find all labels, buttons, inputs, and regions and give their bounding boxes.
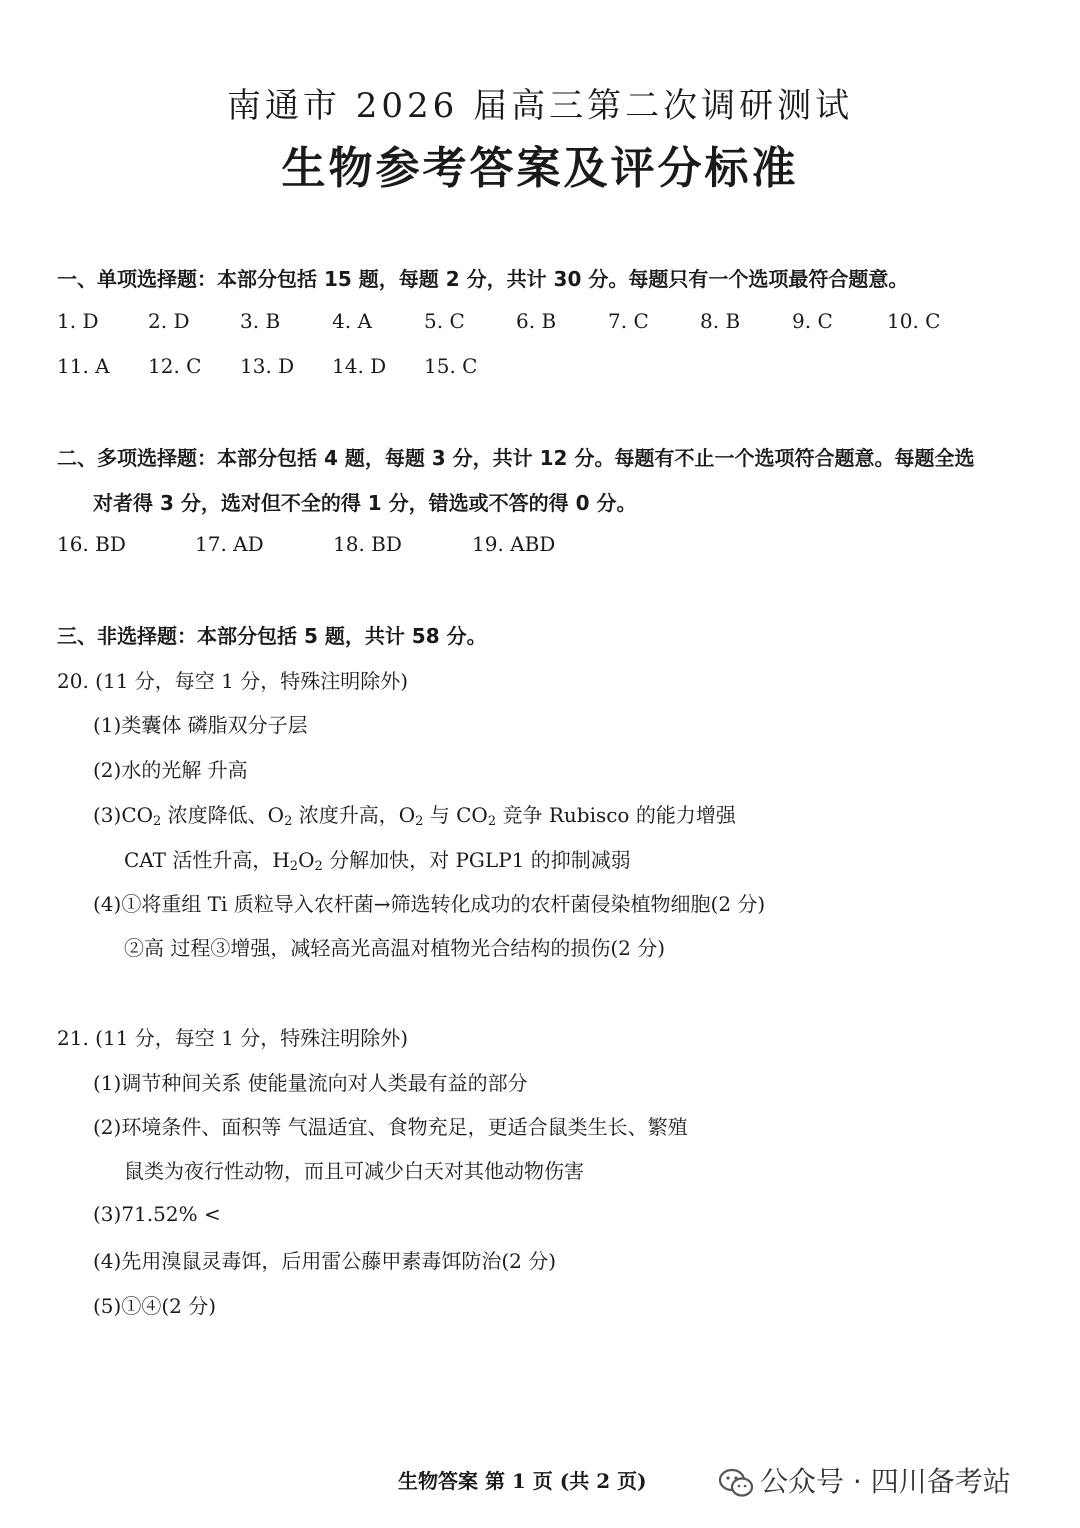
section2-heading-line1: 二、多项选择题：本部分包括 4 题，每题 3 分，共计 12 分。每题有不止一个选项符合题意。每题全选: [57, 446, 975, 470]
answer-item: 18. BD: [333, 532, 402, 556]
q21-answer-1: (1)调节种间关系 使能量流向对人类最有益的部分: [93, 1071, 528, 1095]
wechat-icon: [718, 1468, 754, 1498]
section3-heading: 三、非选择题：本部分包括 5 题，共计 58 分。: [57, 624, 487, 648]
answer-item: 4. A: [332, 309, 372, 333]
exam-title: 南通市 2026 届高三第二次调研测试: [226, 86, 854, 126]
answer-item: 3. B: [240, 309, 281, 333]
answer-item: 12. C: [148, 354, 202, 378]
answer-item: 15. C: [424, 354, 478, 378]
q21-heading: 21. (11 分，每空 1 分，特殊注明除外): [57, 1026, 409, 1050]
answer-item: 8. B: [700, 309, 741, 333]
answer-item: 2. D: [148, 309, 190, 333]
answer-item: 5. C: [424, 309, 465, 333]
watermark-text: 公众号 · 四川备考站: [760, 1465, 1011, 1498]
answer-item: 1. D: [57, 309, 99, 333]
answer-item: 17. AD: [195, 532, 264, 556]
q21-answer-4: (4)先用溴鼠灵毒饵，后用雷公藤甲素毒饵防治(2 分): [93, 1249, 557, 1273]
q20-heading: 20. (11 分，每空 1 分，特殊注明除外): [57, 669, 409, 693]
q21-answer-2: (2)环境条件、面积等 气温适宜、食物充足，更适合鼠类生长、繁殖: [93, 1115, 688, 1139]
answer-item: 14. D: [332, 354, 387, 378]
answer-item: 11. A: [57, 354, 110, 378]
answer-item: 16. BD: [57, 532, 126, 556]
q20-answer-4: (4)①将重组 Ti 质粒导入农杆菌→筛选转化成功的农杆菌侵染植物细胞(2 分): [93, 892, 766, 916]
q20-answer-2: (2)水的光解 升高: [93, 758, 248, 782]
q20-answer-1: (1)类囊体 磷脂双分子层: [93, 713, 308, 737]
answer-item: 7. C: [608, 309, 649, 333]
section1-heading: 一、单项选择题：本部分包括 15 题，每题 2 分，共计 30 分。每题只有一个选项最符合题意。: [57, 267, 909, 291]
q20-answer-4-cont: ②高 过程③增强，减轻高光高温对植物光合结构的损伤(2 分): [124, 936, 666, 960]
q21-answer-3: (3)71.52% <: [93, 1202, 221, 1226]
answer-item: 19. ABD: [472, 532, 556, 556]
watermark: [718, 1460, 1011, 1500]
page-footer: 生物答案 第 1 页 (共 2 页): [398, 1469, 647, 1493]
answer-item: 13. D: [240, 354, 295, 378]
q21-answer-5: (5)①④(2 分): [93, 1294, 217, 1318]
q20-answer-3-cont: CAT 活性升高，$H_2O_2$ 分解加快，对 PGLP1 的抑制减弱: [124, 848, 631, 874]
answer-item: 10. C: [887, 309, 941, 333]
section2-heading-line2: 对者得 3 分，选对但不全的得 1 分，错选或不答的得 0 分。: [93, 491, 637, 515]
q20-answer-3: $(3)CO_2$ 浓度降低、$O_2$ 浓度升高，$O_2$ 与 $CO_2$ 竞争 Rubisco 的能力增强: [93, 803, 736, 829]
answer-item: 6. B: [516, 309, 557, 333]
answer-item: 9. C: [792, 309, 833, 333]
answer-key-title: 生物参考答案及评分标准: [281, 143, 799, 194]
q21-answer-2-cont: 鼠类为夜行性动物，而且可减少白天对其他动物伤害: [124, 1159, 584, 1183]
